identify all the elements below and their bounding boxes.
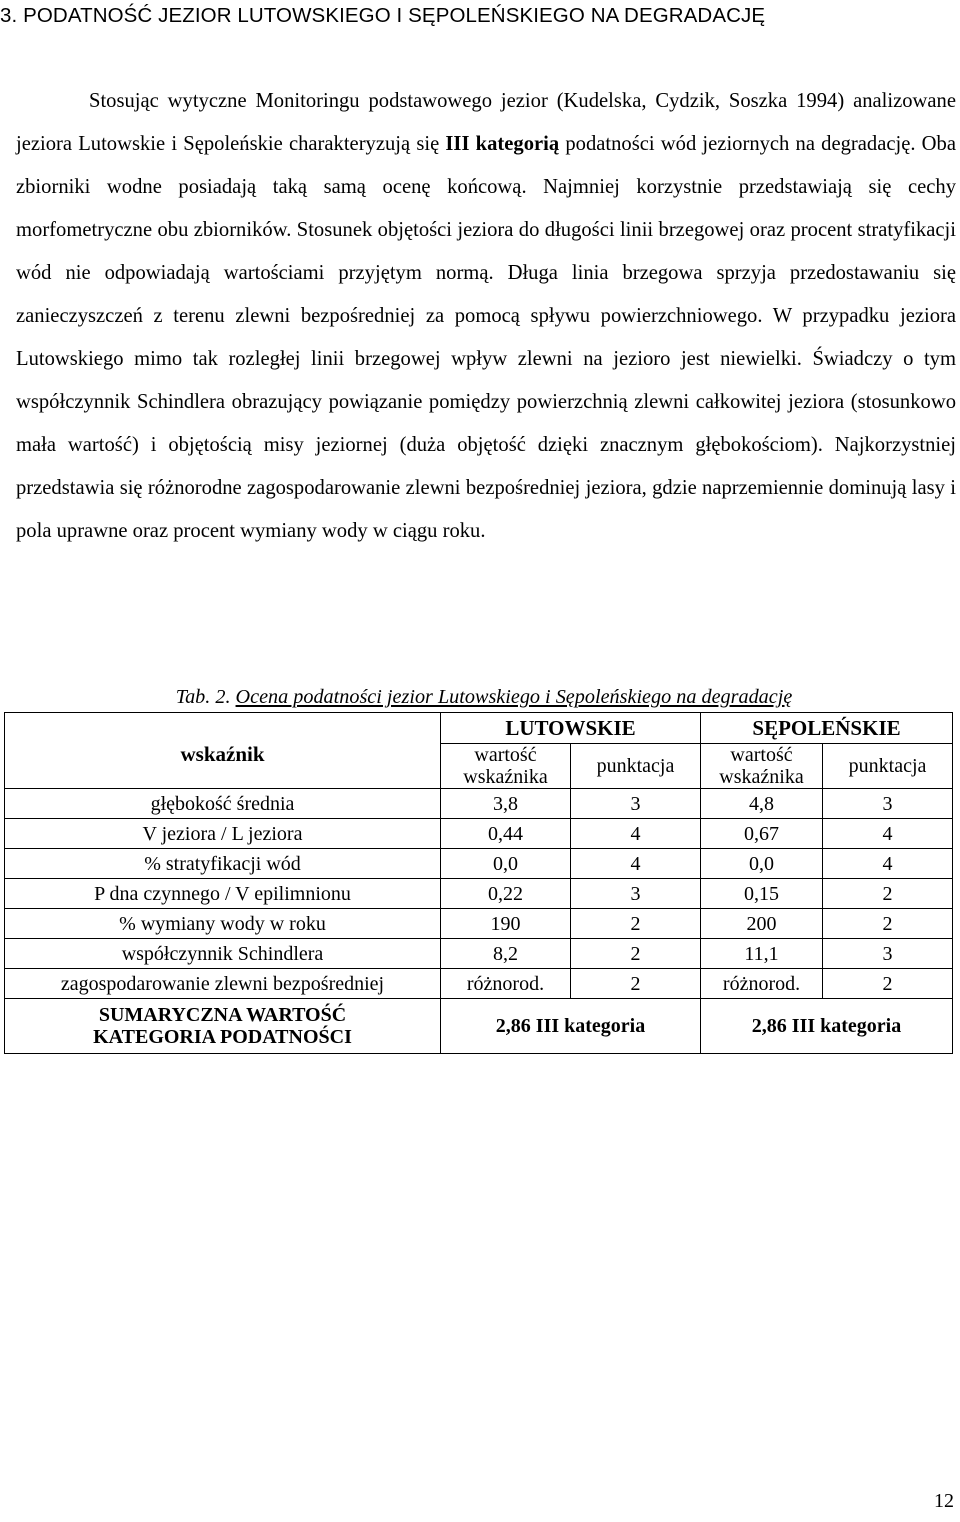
value-cell-sepolenskie: 0,15 (701, 879, 823, 909)
value-cell-sepolenskie: 4,8 (701, 789, 823, 819)
score-header-1: punktacja (571, 744, 701, 789)
value-cell-sepolenskie: różnorod. (701, 969, 823, 999)
paragraph-bold-category: III kategorią (445, 133, 560, 155)
score-header-2: punktacja (823, 744, 953, 789)
score-cell-sepolenskie: 3 (823, 939, 953, 969)
lake-header-sepolenskie: SĘPOLEŃSKIE (701, 713, 953, 744)
score-cell-lutowskie: 3 (571, 789, 701, 819)
value-header-2: wartość wskaźnika (701, 744, 823, 789)
value-cell-lutowskie: 0,22 (441, 879, 571, 909)
value-cell-sepolenskie: 11,1 (701, 939, 823, 969)
score-cell-sepolenskie: 4 (823, 819, 953, 849)
paragraph-part-2: podatności wód jeziornych na degradację. Oba zbiorniki wodne posiadają taką samą ocenę końcową. Najmniej korzystnie przedstawiają się cechy morfometryczne obu zbiorników. Stosunek objętości jeziora do długości linii brzegowej oraz procent stratyfikacji wód nie odpowiadają wartościami przyjętym normą. Długa linia brzegowa sprzyja przedostawaniu się zanieczyszczeń z terenu zlewni bezpośredniej za pomocą spływu powierzchniowego. W przypadku jeziora Lutowskiego mimo tak rozległej linii brzegowej wpływ zlewni na jezioro jest niewielki. Świadczy o tym współczynnik Schindlera obrazujący powiązanie pomiędzy powierzchnią zlewni całkowitej jeziora (stosunkowo mała wartość) i objętością misy jeziornej (duża objętość dzięki znacznym głębokościom). Najkorzystniej przedstawia się różnorodne zagospodarowanie zlewni bezpośredniej jeziora, gdzie naprzemiennie dominują lasy i pola uprawne oraz procent wymiany wody w ciągu roku. (16, 133, 956, 542)
value-cell-lutowskie: 0,44 (441, 819, 571, 849)
score-cell-lutowskie: 3 (571, 879, 701, 909)
value-cell-lutowskie: 190 (441, 909, 571, 939)
indicator-cell: zagospodarowanie zlewni bezpośredniej (5, 969, 441, 999)
value-header-1: wartość wskaźnika (441, 744, 571, 789)
indicator-cell: P dna czynnego / V epilimnionu (5, 879, 441, 909)
value-cell-lutowskie: 0,0 (441, 849, 571, 879)
table-row (5, 909, 953, 939)
value-cell-lutowskie: 3,8 (441, 789, 571, 819)
indicator-cell: głębokość średnia (5, 789, 441, 819)
summary-lutowskie: 2,86 III kategoria (441, 999, 701, 1054)
score-cell-sepolenskie: 4 (823, 849, 953, 879)
indicator-header: wskaźnik (5, 713, 441, 789)
score-cell-lutowskie: 2 (571, 939, 701, 969)
score-cell-sepolenskie: 2 (823, 969, 953, 999)
score-cell-lutowskie: 2 (571, 969, 701, 999)
caption-label: Tab. 2. (175, 686, 231, 708)
value-cell-sepolenskie: 0,0 (701, 849, 823, 879)
score-cell-sepolenskie: 3 (823, 789, 953, 819)
table-header-row (5, 713, 953, 744)
value-cell-lutowskie: 8,2 (441, 939, 571, 969)
caption-text: Ocena podatności jezior Lutowskiego i Sępoleńskiego na degradację (235, 686, 793, 708)
indicator-cell: V jeziora / L jeziora (5, 819, 441, 849)
table-row (5, 939, 953, 969)
table-row (5, 849, 953, 879)
table-row (5, 819, 953, 849)
value-cell-lutowskie: różnorod. (441, 969, 571, 999)
table-row (5, 879, 953, 909)
body-paragraph (16, 80, 956, 553)
indicator-cell: % wymiany wody w roku (5, 909, 441, 939)
summary-label-line-1: SUMARYCZNA WARTOŚĆ (98, 1004, 347, 1026)
summary-row (5, 999, 953, 1054)
score-cell-lutowskie: 4 (571, 819, 701, 849)
section-heading: 3. PODATNOŚĆ JEZIOR LUTOWSKIEGO I SĘPOLEŃSKIEGO NA DEGRADACJĘ (0, 4, 766, 27)
lake-header-lutowskie: LUTOWSKIE (441, 713, 701, 744)
score-cell-lutowskie: 4 (571, 849, 701, 879)
assessment-table (4, 712, 953, 1054)
value-cell-sepolenskie: 200 (701, 909, 823, 939)
summary-label (5, 999, 441, 1054)
value-cell-sepolenskie: 0,67 (701, 819, 823, 849)
table-row (5, 789, 953, 819)
table-caption (0, 686, 960, 709)
paragraph-part-1: Stosując wytyczne Monitoringu podstawowego jezior (Kudelska, Cydzik, Soszka 1994) analizowane jeziora Lutowskie i Sępoleńskie charakteryzują się (16, 90, 956, 155)
table-row (5, 969, 953, 999)
score-cell-sepolenskie: 2 (823, 909, 953, 939)
summary-sepolenskie: 2,86 III kategoria (701, 999, 953, 1054)
indicator-cell: współczynnik Schindlera (5, 939, 441, 969)
summary-label-line-2: KATEGORIA PODATNOŚCI (93, 1026, 352, 1048)
page-number: 12 (934, 1490, 954, 1512)
indicator-cell: % stratyfikacji wód (5, 849, 441, 879)
score-cell-sepolenskie: 2 (823, 879, 953, 909)
score-cell-lutowskie: 2 (571, 909, 701, 939)
